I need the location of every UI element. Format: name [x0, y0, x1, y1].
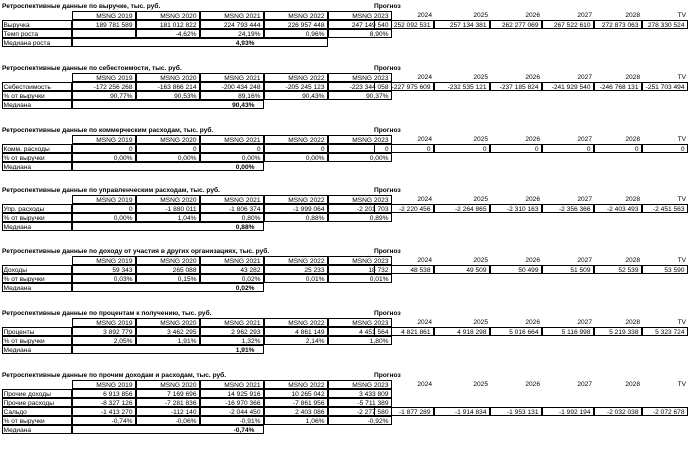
- forecast-cell[interactable]: 262 277 069: [490, 20, 542, 29]
- forecast-label: Прогноз: [374, 248, 401, 255]
- value-cell[interactable]: 10 265 042: [264, 389, 328, 398]
- year-header-cell[interactable]: 2027: [577, 319, 592, 326]
- row-label[interactable]: Прочие доходы: [2, 389, 72, 398]
- median-value[interactable]: 90,43%: [72, 100, 264, 109]
- year-header-cell[interactable]: MSNG 2022: [264, 256, 328, 265]
- year-header-cell[interactable]: MSNG 2022: [264, 135, 328, 144]
- value-cell[interactable]: 7 169 696: [136, 389, 200, 398]
- median-value[interactable]: -0,74%: [72, 425, 264, 434]
- year-header-cell[interactable]: 2027: [577, 257, 592, 264]
- year-header-cell[interactable]: 2026: [525, 136, 540, 143]
- value-cell[interactable]: 265 088: [136, 265, 200, 274]
- row-label[interactable]: % от выручки: [2, 416, 72, 425]
- value-cell[interactable]: 247 149 540: [328, 20, 392, 29]
- section-title: Ретроспективные данные по управленческим расходам, тыс. руб.: [2, 187, 220, 194]
- percent-cell[interactable]: 0,00%: [136, 153, 200, 162]
- forecast-cell[interactable]: -1 914 834: [434, 407, 490, 416]
- year-header-cell[interactable]: 2025: [473, 319, 488, 326]
- row-label[interactable]: Доходы: [2, 265, 72, 274]
- percent-cell[interactable]: 0,00%: [72, 153, 136, 162]
- year-header-cell[interactable]: MSNG 2019: [72, 73, 136, 82]
- forecast-cell[interactable]: -2 072 678: [642, 407, 688, 416]
- median-row: [2, 38, 688, 47]
- percent-cell[interactable]: 90,37%: [328, 91, 392, 100]
- year-header-cell[interactable]: 2026: [525, 196, 540, 203]
- row-label[interactable]: % от выручки: [2, 213, 72, 222]
- forecast-label: Прогноз: [374, 310, 401, 317]
- year-header-cell[interactable]: MSNG 2023: [328, 256, 392, 265]
- value-cell[interactable]: 6 913 856: [72, 389, 136, 398]
- year-header-cell[interactable]: 2027: [577, 136, 592, 143]
- year-header-cell[interactable]: 2024: [417, 381, 432, 388]
- value-cell[interactable]: 0: [72, 144, 136, 153]
- forecast-cell[interactable]: -2 403 493: [594, 204, 642, 213]
- year-header-cell[interactable]: TV: [677, 136, 686, 143]
- year-header-cell[interactable]: 2024: [417, 12, 432, 19]
- value-cell[interactable]: -205 245 123: [264, 82, 328, 91]
- year-header-cell[interactable]: TV: [677, 381, 686, 388]
- forecast-cell[interactable]: -241 929 540: [542, 82, 594, 91]
- year-header-cell[interactable]: MSNG 2020: [136, 11, 200, 20]
- year-header-cell[interactable]: MSNG 2022: [264, 380, 328, 389]
- year-header-cell[interactable]: MSNG 2021: [200, 11, 264, 20]
- value-cell[interactable]: 3 433 809: [328, 389, 392, 398]
- year-header-cell[interactable]: 2025: [473, 74, 488, 81]
- percent-cell[interactable]: 0,80%: [200, 213, 264, 222]
- year-header-cell[interactable]: MSNG 2021: [200, 256, 264, 265]
- year-header-cell[interactable]: MSNG 2022: [264, 73, 328, 82]
- forecast-cell[interactable]: 5 219 338: [594, 327, 642, 336]
- year-header-cell[interactable]: 2026: [525, 12, 540, 19]
- forecast-cell[interactable]: -251 703 494: [642, 82, 688, 91]
- year-header-cell[interactable]: MSNG 2019: [72, 318, 136, 327]
- year-header-cell[interactable]: 2027: [577, 196, 592, 203]
- value-cell[interactable]: 25 233: [264, 265, 328, 274]
- percent-cell[interactable]: 1,32%: [200, 336, 264, 345]
- percent-cell[interactable]: -0,91%: [200, 416, 264, 425]
- forecast-cell[interactable]: -2 032 038: [594, 407, 642, 416]
- median-value[interactable]: 0,88%: [72, 222, 264, 231]
- forecast-cell[interactable]: 278 330 524: [642, 20, 688, 29]
- percent-cell[interactable]: 1,91%: [136, 336, 200, 345]
- year-header-cell[interactable]: MSNG 2022: [264, 195, 328, 204]
- forecast-cell[interactable]: -227 975 609: [374, 82, 434, 91]
- forecast-cell[interactable]: 267 522 610: [542, 20, 594, 29]
- row-label[interactable]: Упр. расходы: [2, 204, 72, 213]
- value-cell[interactable]: -172 256 268: [72, 82, 136, 91]
- median-row: [2, 100, 688, 109]
- value-cell[interactable]: -1 999 064: [264, 204, 328, 213]
- value-cell[interactable]: -1 806 374: [200, 204, 264, 213]
- forecast-cell[interactable]: 272 873 063: [594, 20, 642, 29]
- forecast-cell[interactable]: -232 535 121: [434, 82, 490, 91]
- forecast-cell[interactable]: -2 264 865: [434, 204, 490, 213]
- forecast-cell[interactable]: -237 185 824: [490, 82, 542, 91]
- value-cell[interactable]: -16 970 366: [200, 398, 264, 407]
- value-cell[interactable]: 189 781 589: [72, 20, 136, 29]
- year-header-cell[interactable]: MSNG 2021: [200, 195, 264, 204]
- value-cell[interactable]: 14 925 916: [200, 389, 264, 398]
- year-header-cell[interactable]: 2026: [525, 319, 540, 326]
- value-cell[interactable]: 59 343: [72, 265, 136, 274]
- row-label[interactable]: Медиана: [2, 100, 72, 109]
- year-header-cell[interactable]: MSNG 2019: [72, 195, 136, 204]
- value-cell[interactable]: 226 957 448: [264, 20, 328, 29]
- year-header-cell[interactable]: MSNG 2022: [264, 11, 328, 20]
- year-header-cell[interactable]: MSNG 2020: [136, 318, 200, 327]
- year-header-cell[interactable]: MSNG 2023: [328, 318, 392, 327]
- median-row: [2, 283, 688, 292]
- forecast-cell[interactable]: 52 539: [594, 265, 642, 274]
- value-cell[interactable]: -112 140: [136, 407, 200, 416]
- value-cell[interactable]: 0: [72, 204, 136, 213]
- year-header-cell[interactable]: MSNG 2020: [136, 380, 200, 389]
- percent-cell[interactable]: [72, 29, 136, 38]
- percent-cell[interactable]: 0,00%: [264, 153, 328, 162]
- forecast-label: Прогноз: [374, 372, 401, 379]
- value-cell[interactable]: -2 044 450: [200, 407, 264, 416]
- year-header-cell[interactable]: 2027: [577, 74, 592, 81]
- value-cell[interactable]: -163 866 214: [136, 82, 200, 91]
- forecast-cell[interactable]: -2 310 163: [490, 204, 542, 213]
- year-header-cell[interactable]: MSNG 2020: [136, 135, 200, 144]
- year-header-cell[interactable]: TV: [677, 12, 686, 19]
- year-header-cell[interactable]: 2025: [473, 136, 488, 143]
- row-label[interactable]: % от выручки: [2, 153, 72, 162]
- row-label[interactable]: Выручка: [2, 20, 72, 29]
- forecast-cell[interactable]: -2 451 563: [642, 204, 688, 213]
- row-label[interactable]: % от выручки: [2, 336, 72, 345]
- year-header-cell[interactable]: TV: [677, 257, 686, 264]
- percent-cell[interactable]: -4,62%: [136, 29, 200, 38]
- forecast-cell[interactable]: 4 918 298: [434, 327, 490, 336]
- forecast-cell[interactable]: 252 092 531: [374, 20, 434, 29]
- year-header-cell[interactable]: 2028: [625, 319, 640, 326]
- value-cell[interactable]: 4 451 564: [328, 327, 392, 336]
- forecast-label: Прогноз: [374, 3, 401, 10]
- year-header-cell[interactable]: MSNG 2021: [200, 135, 264, 144]
- forecast-cell[interactable]: 5 116 998: [542, 327, 594, 336]
- row-label[interactable]: Медиана: [2, 425, 72, 434]
- year-header-cell[interactable]: MSNG 2023: [328, 73, 392, 82]
- value-cell[interactable]: 0: [264, 144, 328, 153]
- year-header-cell[interactable]: 2028: [625, 257, 640, 264]
- value-cell[interactable]: -7 281 836: [136, 398, 200, 407]
- year-header-cell[interactable]: 2027: [577, 381, 592, 388]
- value-cell[interactable]: 181 012 822: [136, 20, 200, 29]
- median-row: [2, 345, 688, 354]
- year-header-cell[interactable]: 2024: [417, 257, 432, 264]
- section-title: Ретроспективные данные по выручке, тыс. руб.: [2, 3, 161, 10]
- year-header-cell[interactable]: MSNG 2022: [264, 318, 328, 327]
- value-cell[interactable]: 0: [136, 144, 200, 153]
- value-cell[interactable]: -2 277 580: [328, 407, 392, 416]
- year-header-cell[interactable]: MSNG 2023: [328, 195, 392, 204]
- section-title: Ретроспективные данные по доходу от участия в других организациях, тыс. руб.: [2, 248, 270, 255]
- year-header-cell[interactable]: 2026: [525, 74, 540, 81]
- median-value[interactable]: 4,93%: [72, 38, 328, 47]
- forecast-cell[interactable]: 0: [490, 144, 542, 153]
- row-label[interactable]: Медиана: [2, 283, 72, 292]
- year-header-cell[interactable]: 2025: [473, 196, 488, 203]
- forecast-cell[interactable]: 0: [374, 144, 434, 153]
- forecast-cell[interactable]: 48 538: [374, 265, 434, 274]
- value-cell[interactable]: 3 462 295: [136, 327, 200, 336]
- year-header-cell[interactable]: MSNG 2020: [136, 73, 200, 82]
- percent-cell[interactable]: 1,80%: [328, 336, 392, 345]
- year-header-cell[interactable]: 2026: [525, 257, 540, 264]
- forecast-label: Прогноз: [374, 65, 401, 72]
- row-label[interactable]: Медиана роста: [2, 38, 72, 47]
- section-title: Ретроспективные данные по процентам к получению, тыс. руб.: [2, 310, 212, 317]
- percent-cell[interactable]: 89,16%: [200, 91, 264, 100]
- forecast-cell[interactable]: 5 016 664: [490, 327, 542, 336]
- forecast-cell[interactable]: 257 134 381: [434, 20, 490, 29]
- percent-cell[interactable]: 0,96%: [264, 29, 328, 38]
- year-header-cell[interactable]: MSNG 2021: [200, 380, 264, 389]
- row-label[interactable]: Прочие расходы: [2, 398, 72, 407]
- value-cell[interactable]: -223 344 058: [328, 82, 392, 91]
- median-value[interactable]: 0,02%: [72, 283, 264, 292]
- median-row: [2, 222, 688, 231]
- percent-cell[interactable]: 90,43%: [264, 91, 328, 100]
- value-cell[interactable]: 3 892 779: [72, 327, 136, 336]
- value-cell[interactable]: -7 861 956: [264, 398, 328, 407]
- percent-cell[interactable]: 0,01%: [264, 274, 328, 283]
- forecast-cell[interactable]: 0: [542, 144, 594, 153]
- year-header-cell[interactable]: MSNG 2023: [328, 11, 392, 20]
- percent-cell[interactable]: 90,53%: [136, 91, 200, 100]
- percent-cell[interactable]: 0,03%: [72, 274, 136, 283]
- value-cell[interactable]: -200 434 248: [200, 82, 264, 91]
- value-cell[interactable]: -8 327 126: [72, 398, 136, 407]
- value-cell[interactable]: 0: [328, 144, 392, 153]
- row-label[interactable]: Комм. расходы: [2, 144, 72, 153]
- percent-cell[interactable]: 0,01%: [328, 274, 392, 283]
- year-header-cell[interactable]: 2025: [473, 381, 488, 388]
- forecast-cell[interactable]: 0: [594, 144, 642, 153]
- year-header-cell[interactable]: 2028: [625, 196, 640, 203]
- year-header-cell[interactable]: MSNG 2019: [72, 256, 136, 265]
- percent-cell[interactable]: 0,88%: [264, 213, 328, 222]
- percent-cell[interactable]: 0,00%: [328, 153, 392, 162]
- forecast-cell[interactable]: 49 509: [434, 265, 490, 274]
- percent-cell[interactable]: 2,05%: [72, 336, 136, 345]
- year-header-cell[interactable]: 2024: [417, 74, 432, 81]
- year-header-cell[interactable]: 2024: [417, 196, 432, 203]
- value-cell[interactable]: 0: [200, 144, 264, 153]
- row-label[interactable]: Медиана: [2, 222, 72, 231]
- forecast-cell[interactable]: -1 877 289: [374, 407, 434, 416]
- year-header-cell[interactable]: MSNG 2019: [72, 380, 136, 389]
- forecast-label: Прогноз: [374, 187, 401, 194]
- forecast-label: Прогноз: [374, 127, 401, 134]
- percent-cell[interactable]: -0,06%: [136, 416, 200, 425]
- year-header-cell[interactable]: 2027: [577, 12, 592, 19]
- row-label[interactable]: % от выручки: [2, 91, 72, 100]
- year-header-cell[interactable]: 2024: [417, 319, 432, 326]
- value-cell[interactable]: -2 201 703: [328, 204, 392, 213]
- year-header-cell[interactable]: MSNG 2023: [328, 135, 392, 144]
- value-cell[interactable]: -1 880 011: [136, 204, 200, 213]
- row-label[interactable]: Медиана: [2, 345, 72, 354]
- year-header-cell[interactable]: TV: [677, 196, 686, 203]
- year-header-cell[interactable]: MSNG 2021: [200, 318, 264, 327]
- value-cell[interactable]: 4 861 149: [264, 327, 328, 336]
- percent-cell[interactable]: 0,89%: [328, 213, 392, 222]
- section-title: Ретроспективные данные по коммерческим расходам, тыс. руб.: [2, 127, 214, 134]
- year-header-cell[interactable]: MSNG 2020: [136, 195, 200, 204]
- forecast-cell[interactable]: 0: [434, 144, 490, 153]
- forecast-cell[interactable]: -1 992 194: [542, 407, 594, 416]
- forecast-cell[interactable]: 5 323 724: [642, 327, 688, 336]
- forecast-cell[interactable]: 53 590: [642, 265, 688, 274]
- percent-cell[interactable]: 0,02%: [200, 274, 264, 283]
- year-header-cell[interactable]: MSNG 2021: [200, 73, 264, 82]
- median-row: [2, 425, 688, 434]
- percent-cell[interactable]: 0,00%: [72, 213, 136, 222]
- forecast-cell[interactable]: -246 768 131: [594, 82, 642, 91]
- value-cell[interactable]: 224 793 444: [200, 20, 264, 29]
- row-label[interactable]: Сальдо: [2, 407, 72, 416]
- forecast-cell[interactable]: 51 509: [542, 265, 594, 274]
- percent-cell[interactable]: 0,00%: [200, 153, 264, 162]
- year-header-cell[interactable]: 2028: [625, 381, 640, 388]
- year-header-cell[interactable]: MSNG 2019: [72, 11, 136, 20]
- value-cell[interactable]: 2 962 293: [200, 327, 264, 336]
- forecast-cell[interactable]: -1 953 131: [490, 407, 542, 416]
- forecast-cell[interactable]: 50 499: [490, 265, 542, 274]
- percent-cell[interactable]: -0,74%: [72, 416, 136, 425]
- forecast-cell[interactable]: -2 220 456: [374, 204, 434, 213]
- row-label[interactable]: Себестоимость: [2, 82, 72, 91]
- row-label[interactable]: % от выручки: [2, 274, 72, 283]
- percent-cell[interactable]: 90,77%: [72, 91, 136, 100]
- year-header-cell[interactable]: MSNG 2020: [136, 256, 200, 265]
- year-header-cell[interactable]: 2028: [625, 12, 640, 19]
- percent-cell[interactable]: 24,19%: [200, 29, 264, 38]
- row-label[interactable]: Проценты: [2, 327, 72, 336]
- year-header-cell[interactable]: MSNG 2019: [72, 135, 136, 144]
- forecast-cell[interactable]: -2 356 366: [542, 204, 594, 213]
- year-header-cell[interactable]: 2025: [473, 257, 488, 264]
- median-row: [2, 162, 688, 171]
- row-label[interactable]: Темп роста: [2, 29, 72, 38]
- percent-cell[interactable]: 8,90%: [328, 29, 392, 38]
- section-title: Ретроспективные данные по прочим доходам и расходам, тыс. руб.: [2, 372, 227, 379]
- percent-cell[interactable]: 0,15%: [136, 274, 200, 283]
- percent-cell[interactable]: 1,06%: [264, 416, 328, 425]
- value-cell[interactable]: 18 732: [328, 265, 392, 274]
- section-title: Ретроспективные данные по себестоимости, тыс. руб.: [2, 65, 182, 72]
- percent-cell[interactable]: -0,92%: [328, 416, 392, 425]
- value-cell[interactable]: 43 282: [200, 265, 264, 274]
- year-header-cell[interactable]: TV: [677, 74, 686, 81]
- median-value[interactable]: 1,91%: [72, 345, 264, 354]
- value-cell[interactable]: 2 403 086: [264, 407, 328, 416]
- year-header-cell[interactable]: TV: [677, 319, 686, 326]
- year-header-cell[interactable]: 2026: [525, 381, 540, 388]
- value-cell[interactable]: -1 413 270: [72, 407, 136, 416]
- year-header-cell[interactable]: MSNG 2023: [328, 380, 392, 389]
- year-header-cell[interactable]: 2028: [625, 74, 640, 81]
- year-header-cell[interactable]: 2025: [473, 12, 488, 19]
- percent-cell[interactable]: 2,14%: [264, 336, 328, 345]
- year-header-cell[interactable]: 2024: [417, 136, 432, 143]
- forecast-cell[interactable]: 0: [642, 144, 688, 153]
- value-cell[interactable]: -5 711 389: [328, 398, 392, 407]
- forecast-cell[interactable]: 4 821 861: [374, 327, 434, 336]
- row-label[interactable]: Медиана: [2, 162, 72, 171]
- percent-cell[interactable]: 1,04%: [136, 213, 200, 222]
- year-header-cell[interactable]: 2028: [625, 136, 640, 143]
- median-value[interactable]: 0,00%: [72, 162, 264, 171]
